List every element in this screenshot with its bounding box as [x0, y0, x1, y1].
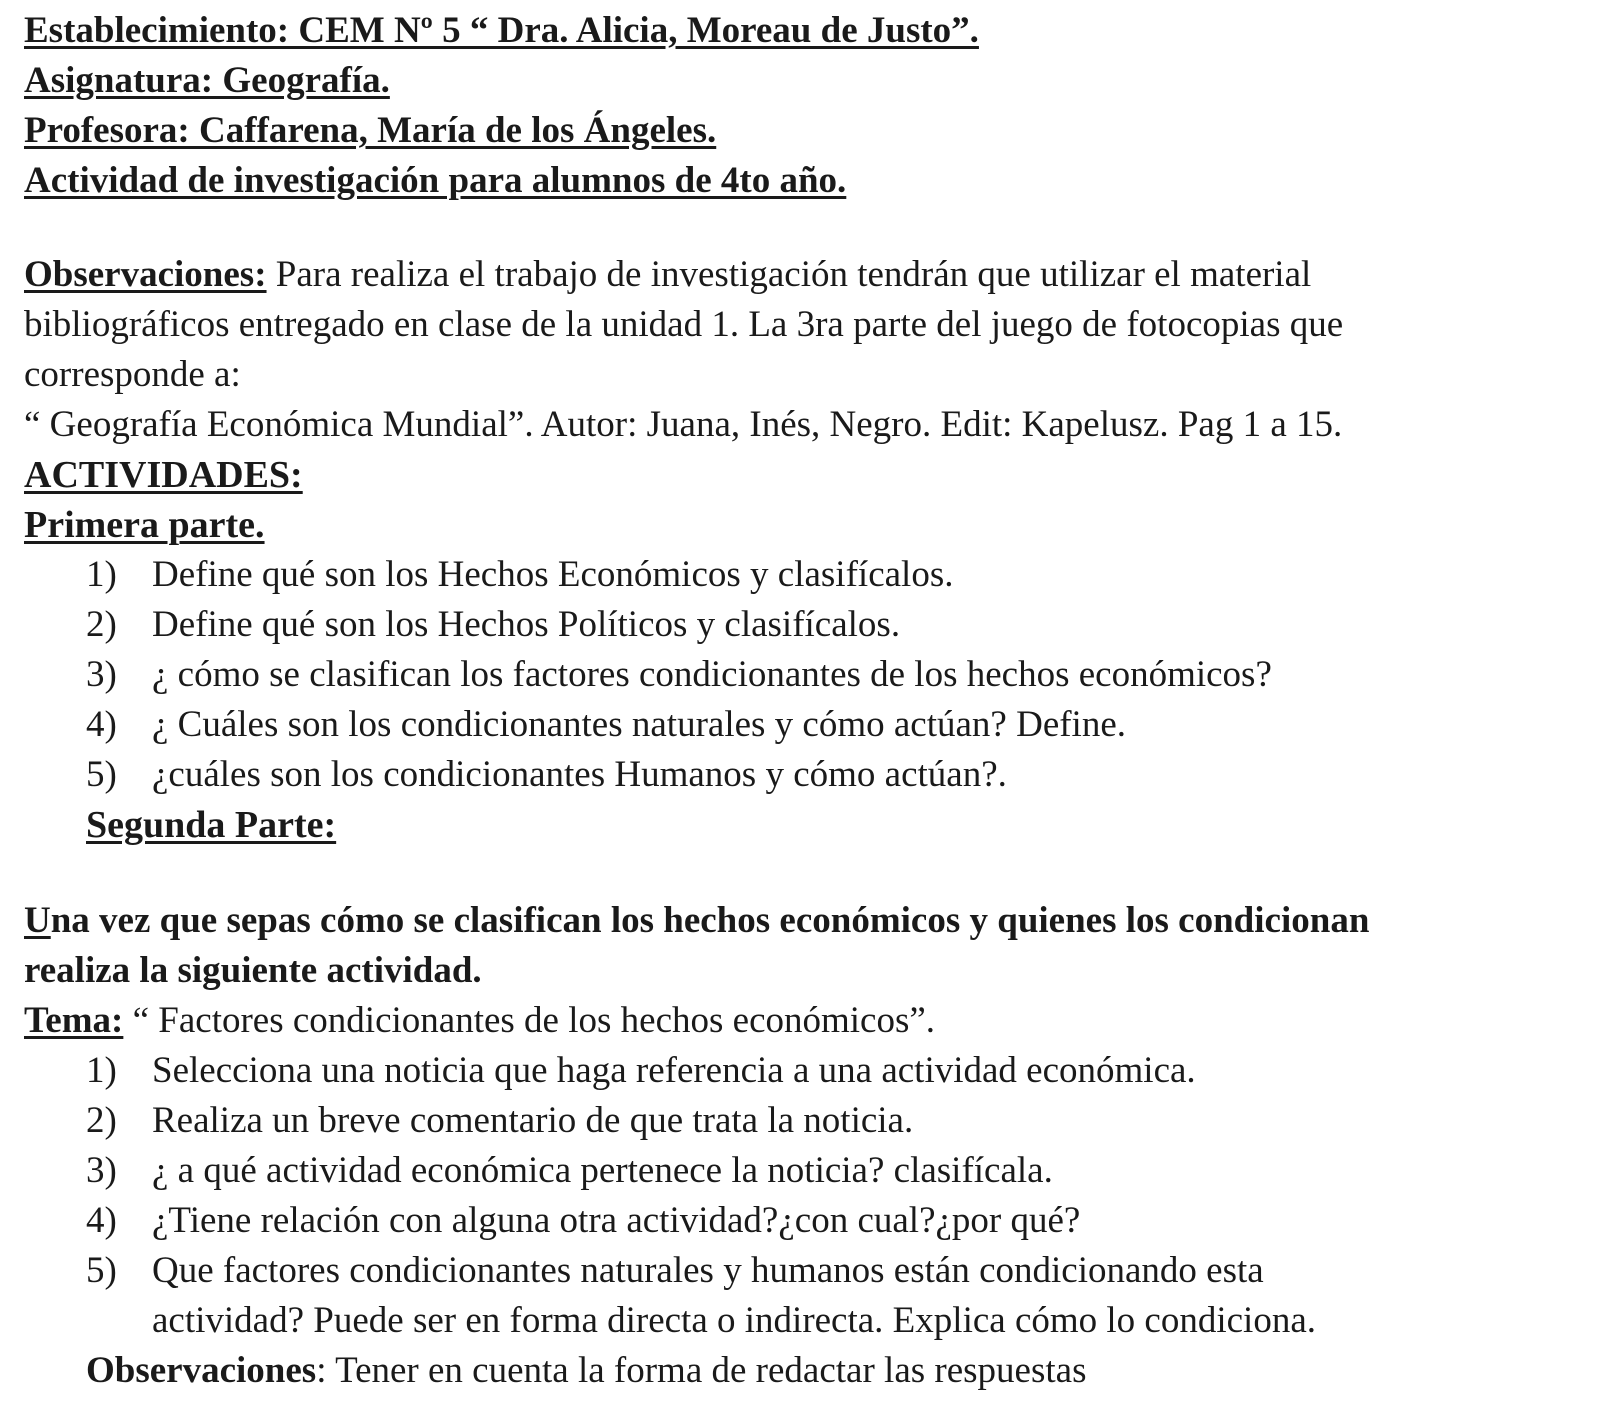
segunda-parte-list — [24, 1046, 1584, 1346]
list-item — [24, 650, 1584, 700]
profesora-heading: Profesora: Caffarena, María de los Ángeles. — [24, 110, 717, 151]
observaciones-final — [24, 1346, 1584, 1396]
list-item — [24, 1096, 1584, 1146]
observaciones-line-1 — [24, 250, 1584, 300]
spacer — [24, 206, 1584, 250]
segunda-parte-title — [24, 800, 1584, 850]
primera-parte-title: Primera parte. — [24, 504, 265, 546]
list-item-continuation — [24, 1296, 1584, 1346]
observaciones-text-1: Para realiza el trabajo de investigación tendrán que utilizar el material — [266, 254, 1312, 295]
primera-parte-list — [24, 550, 1584, 800]
observaciones-line-2: bibliográficos entregado en clase de la unidad 1. La 3ra parte del juego de fotocopias que — [24, 304, 1344, 345]
actividad-heading: Actividad de investigación para alumnos de 4to año. — [24, 160, 847, 201]
actividades-title: ACTIVIDADES: — [24, 454, 303, 496]
item-text: ¿Tiene relación con alguna otra actividad?¿con cual?¿por qué? — [152, 1200, 1081, 1241]
observaciones-final-label: Observaciones — [86, 1350, 317, 1391]
establecimiento-heading: Establecimiento: CEM Nº 5 “ Dra. Alicia, Moreau de Justo”. — [24, 10, 979, 51]
tema-label: Tema: — [24, 1000, 124, 1041]
item-text: actividad? Puede ser en forma directa o indirecta. Explica cómo lo condiciona. — [152, 1300, 1317, 1341]
item-number: 1) — [86, 554, 117, 595]
item-text: Que factores condicionantes naturales y humanos están condicionando esta — [152, 1250, 1264, 1291]
item-number: 2) — [86, 604, 117, 645]
item-number: 2) — [86, 1100, 117, 1141]
item-text: ¿cuáles son los condicionantes Humanos y cómo actúan?. — [152, 754, 1007, 795]
list-item — [24, 700, 1584, 750]
item-number: 5) — [86, 754, 117, 795]
tema-line — [24, 996, 1584, 1046]
observaciones-label: Observaciones: — [24, 254, 267, 295]
item-number: 1) — [86, 1050, 117, 1091]
spacer — [24, 850, 1584, 896]
item-number: 4) — [86, 1200, 117, 1241]
asignatura-heading: Asignatura: Geografía. — [24, 60, 390, 101]
tema-text: “ Factores condicionantes de los hechos económicos”. — [123, 1000, 936, 1041]
observaciones-line-4: “ Geografía Económica Mundial”. Autor: Juana, Inés, Negro. Edit: Kapelusz. Pag 1 a 15. — [24, 404, 1343, 445]
item-text: Define qué son los Hechos Políticos y clasifícalos. — [152, 604, 901, 645]
list-item — [24, 550, 1584, 600]
item-text: ¿ cómo se clasifican los factores condicionantes de los hechos económicos? — [152, 654, 1272, 695]
item-text: Realiza un breve comentario de que trata la noticia. — [152, 1100, 914, 1141]
item-text: ¿ Cuáles son los condicionantes naturales y cómo actúan? Define. — [152, 704, 1127, 745]
item-text: ¿ a qué actividad económica pertenece la noticia? clasifícala. — [152, 1150, 1053, 1191]
item-text: Define qué son los Hechos Económicos y clasifícalos. — [152, 554, 954, 595]
item-text: Selecciona una noticia que haga referencia a una actividad económica. — [152, 1050, 1196, 1091]
document-page — [24, 6, 1584, 1396]
segunda-parte-title-text: Segunda Parte: — [86, 804, 337, 846]
list-item — [24, 1196, 1584, 1246]
item-number: 3) — [86, 654, 117, 695]
item-number: 4) — [86, 704, 117, 745]
segunda-parte-intro-line-2: realiza la siguiente actividad. — [24, 950, 482, 991]
item-number: 3) — [86, 1150, 117, 1191]
intro-first-letter: U — [24, 900, 51, 941]
list-item — [24, 1146, 1584, 1196]
observaciones-final-text: : Tener en cuenta la forma de redactar las respuestas — [316, 1350, 1087, 1391]
segunda-parte-intro-line-1 — [24, 896, 1584, 946]
list-item — [24, 750, 1584, 800]
intro-line-1-rest: na vez que sepas cómo se clasifican los hechos económicos y quienes los condicionan — [50, 900, 1370, 941]
item-number: 5) — [86, 1250, 117, 1291]
list-item — [24, 600, 1584, 650]
observaciones-line-3: corresponde a: — [24, 354, 241, 395]
list-item — [24, 1246, 1584, 1296]
list-item — [24, 1046, 1584, 1096]
